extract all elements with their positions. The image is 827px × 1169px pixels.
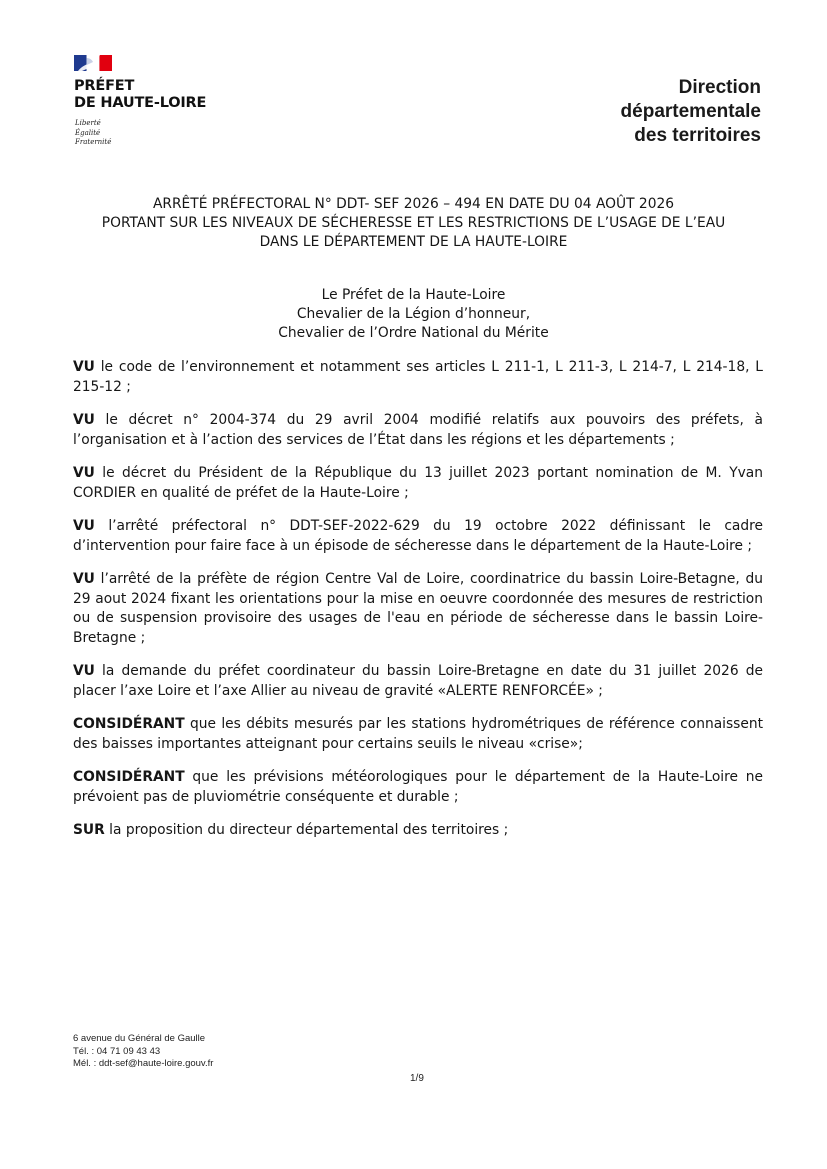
recital-paragraph <box>73 517 763 556</box>
recitals <box>73 358 763 855</box>
direction-name <box>621 76 761 148</box>
republic-motto <box>75 119 111 148</box>
direction-line-1: Direction <box>678 77 761 98</box>
letterhead <box>0 0 827 160</box>
motto-fraternite: Fraternité <box>75 138 112 146</box>
recital-text: l’arrêté de la préfète de région Centre Val de Loire, coordinatrice du bassin Loire-Betagne, du 29 aout 2024 fixant les orientations pour la mise en oeuvre coordonnée des mesures de restriction ou de suspension provisoire des usages de l'eau en période de sécheresse dans le bassin Loire-Bretagne ; <box>73 571 763 646</box>
authority-line-3: Chevalier de l’Ordre National du Mérite <box>278 325 549 341</box>
footer-phone: Tél. : 04 71 09 43 43 <box>73 1045 161 1057</box>
decree-title <box>60 195 767 252</box>
recital-keyword: CONSIDÉRANT <box>73 769 185 785</box>
prefet-title <box>74 78 206 112</box>
recital-keyword: VU <box>73 571 95 587</box>
recital-paragraph <box>73 358 763 397</box>
recital-keyword: VU <box>73 663 95 679</box>
recital-paragraph <box>73 821 763 841</box>
recital-paragraph <box>73 715 763 754</box>
authority-block <box>60 286 767 343</box>
recital-text: le décret n° 2004-374 du 29 avril 2004 modifié relatifs aux pouvoirs des préfets, à l’organisation et à l’action des services de l’État dans les régions et les départements ; <box>73 412 763 448</box>
recital-text: le décret du Président de la République du 13 juillet 2023 portant nomination de M. Yvan CORDIER en qualité de préfet de la Haute-Loire ; <box>73 465 763 501</box>
prefet-line-2: DE HAUTE-LOIRE <box>74 95 207 111</box>
recital-text: la demande du préfet coordinateur du bassin Loire-Bretagne en date du 31 juillet 2026 de placer l’axe Loire et l’axe Allier au niveau de gravité «ALERTE RENFORCÉE» ; <box>73 663 763 699</box>
recital-text: l’arrêté préfectoral n° DDT-SEF-2022-629 du 19 octobre 2022 définissant le cadre d’intervention pour faire face à un épisode de sécheresse dans le département de la Haute-Loire ; <box>73 518 763 554</box>
recital-keyword: CONSIDÉRANT <box>73 716 185 732</box>
recital-paragraph <box>73 662 763 701</box>
direction-line-3: des territoires <box>634 125 761 146</box>
recital-keyword: VU <box>73 518 95 534</box>
recital-text: le code de l’environnement et notamment ses articles L 211-1, L 211-3, L 214-7, L 214-18, L 215-12 ; <box>73 359 763 395</box>
motto-liberte: Liberté <box>75 119 101 127</box>
recital-text: que les prévisions météorologiques pour le département de la Haute-Loire ne prévoient pas de pluviométrie conséquente et durable ; <box>73 769 763 805</box>
recital-keyword: VU <box>73 412 95 428</box>
recital-paragraph <box>73 570 763 648</box>
footer-email: Mél. : ddt-sef@haute-loire.gouv.fr <box>73 1058 214 1069</box>
recital-keyword: SUR <box>73 822 105 838</box>
recital-text: que les débits mesurés par les stations hydrométriques de référence connaissent des baisses importantes atteignant pour certains seuils le niveau «crise»; <box>73 716 763 752</box>
footer-contact <box>73 1033 213 1071</box>
decree-title-line-1: ARRÊTÉ PRÉFECTORAL N° DDT- SEF 2026 – 494 EN DATE DU 04 AOÛT 2026 <box>152 196 675 212</box>
recital-paragraph <box>73 768 763 807</box>
authority-line-2: Chevalier de la Légion d’honneur, <box>296 306 531 322</box>
recital-paragraph <box>73 411 763 450</box>
marianne-flag-icon <box>74 55 112 71</box>
decree-title-line-2: PORTANT SUR LES NIVEAUX DE SÉCHERESSE ET LES RESTRICTIONS DE L’USAGE DE L’EAU <box>101 215 726 231</box>
decree-title-line-3: DANS LE DÉPARTEMENT DE LA HAUTE-LOIRE <box>259 234 568 250</box>
recital-text: la proposition du directeur départemental des territoires ; <box>104 822 509 838</box>
prefet-line-1: PRÉFET <box>74 78 135 94</box>
recital-keyword: VU <box>73 359 95 375</box>
footer-address: 6 avenue du Général de Gaulle <box>73 1033 206 1044</box>
page-number: 1/9 <box>410 1073 424 1084</box>
recital-paragraph <box>73 464 763 503</box>
direction-line-2: départementale <box>620 101 761 122</box>
recital-keyword: VU <box>73 465 95 481</box>
authority-line-1: Le Préfet de la Haute-Loire <box>321 287 506 303</box>
motto-egalite: Égalité <box>75 128 101 137</box>
